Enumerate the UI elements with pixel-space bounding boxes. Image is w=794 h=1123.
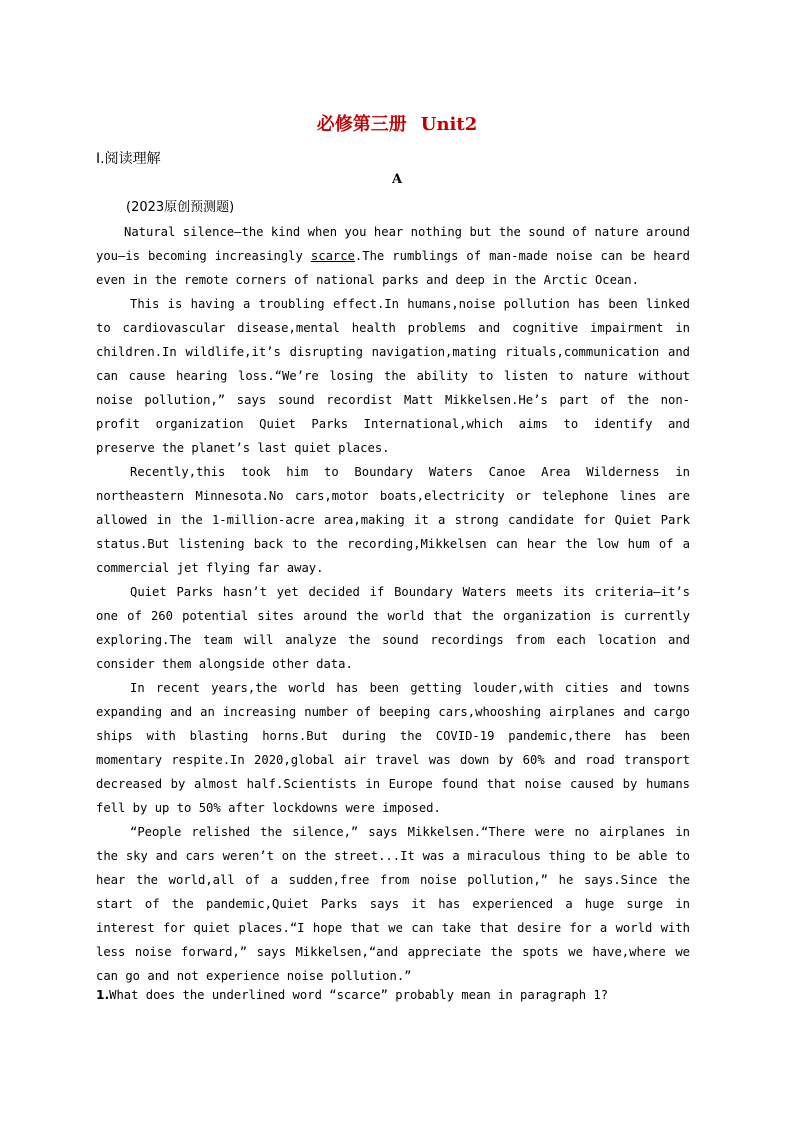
passage-label: A: [391, 172, 403, 187]
question-1: [96, 988, 696, 1002]
section-heading: Ⅰ.阅读理解: [96, 151, 161, 167]
paragraph-1-text-before: Natural silence—the kind when you hear nothing but the sound of nature around you—is becoming increasingly: [96, 225, 690, 263]
title-book: 必修第三册: [316, 114, 407, 135]
paragraph-1: [96, 220, 690, 292]
underlined-word: scarce: [310, 249, 355, 263]
title-unit: Unit2: [420, 114, 478, 135]
paragraph-3: Recently,this took him to Boundary Waters Canoe Area Wilderness in northeastern Minnesota.No cars,motor boats,electricity or telephone lines are allowed in the 1-million-acre area,making it a strong candidate for Quiet Park status.But listening back to the recording,Mikkelsen can hear the low hum of a commercial jet flying far away.: [96, 465, 690, 575]
paragraph-6: “People relished the silence,” says Mikkelsen.“There were no airplanes in the sky and cars weren’t on the street...It was a miraculous thing to be able to hear the world,all of a sudden,free from noise pollution,” he says.Since the start of the pandemic,Quiet Parks says it has experienced a huge surge in interest for quiet places.“I hope that we can take that desire for a world with less noise forward,” says Mikkelsen,“and appreciate the spots we have,where we can go and not experience noise pollution.”: [96, 825, 690, 983]
question-number: 1.: [96, 988, 110, 1002]
question-text: What does the underlined word “scarce” probably mean in paragraph 1?: [109, 988, 609, 1002]
passage-source: (2023原创预测题): [126, 200, 235, 215]
paragraph-4: Quiet Parks hasn’t yet decided if Boundary Waters meets its criteria—it’s one of 260 potential sites around the world that the organization is currently exploring.The team will analyze the sound recordings from each location and consider them alongside other data.: [96, 585, 690, 671]
paragraph-2: This is having a troubling effect.In humans,noise pollution has been linked to cardiovascular disease,mental health problems and cognitive impairment in children.In wildlife,it’s disrupting navigation,mating rituals,communication and can cause hearing loss.“We’re losing the ability to listen to nature without noise pollution,” says sound recordist Matt Mikkelsen.He’s part of the non-profit organization Quiet Parks International,which aims to identify and preserve the planet’s last quiet places.: [96, 297, 690, 455]
page-title: [0, 110, 794, 136]
paragraph-5: In recent years,the world has been getting louder,with cities and towns expanding and an increasing number of beeping cars,whooshing airplanes and cargo ships with blasting horns.But during the COVID-19 pandemic,there has been momentary respite.In 2020,global air travel was down by 60% and road transport decreased by almost half.Scientists in Europe found that noise caused by humans fell by up to 50% after lockdowns were imposed.: [96, 681, 690, 815]
passage-body: [96, 220, 690, 988]
paragraph-1-text-after: .The rumblings of man-made noise can be heard even in the remote corners of national parks and deep in the Arctic Ocean.: [96, 249, 690, 287]
